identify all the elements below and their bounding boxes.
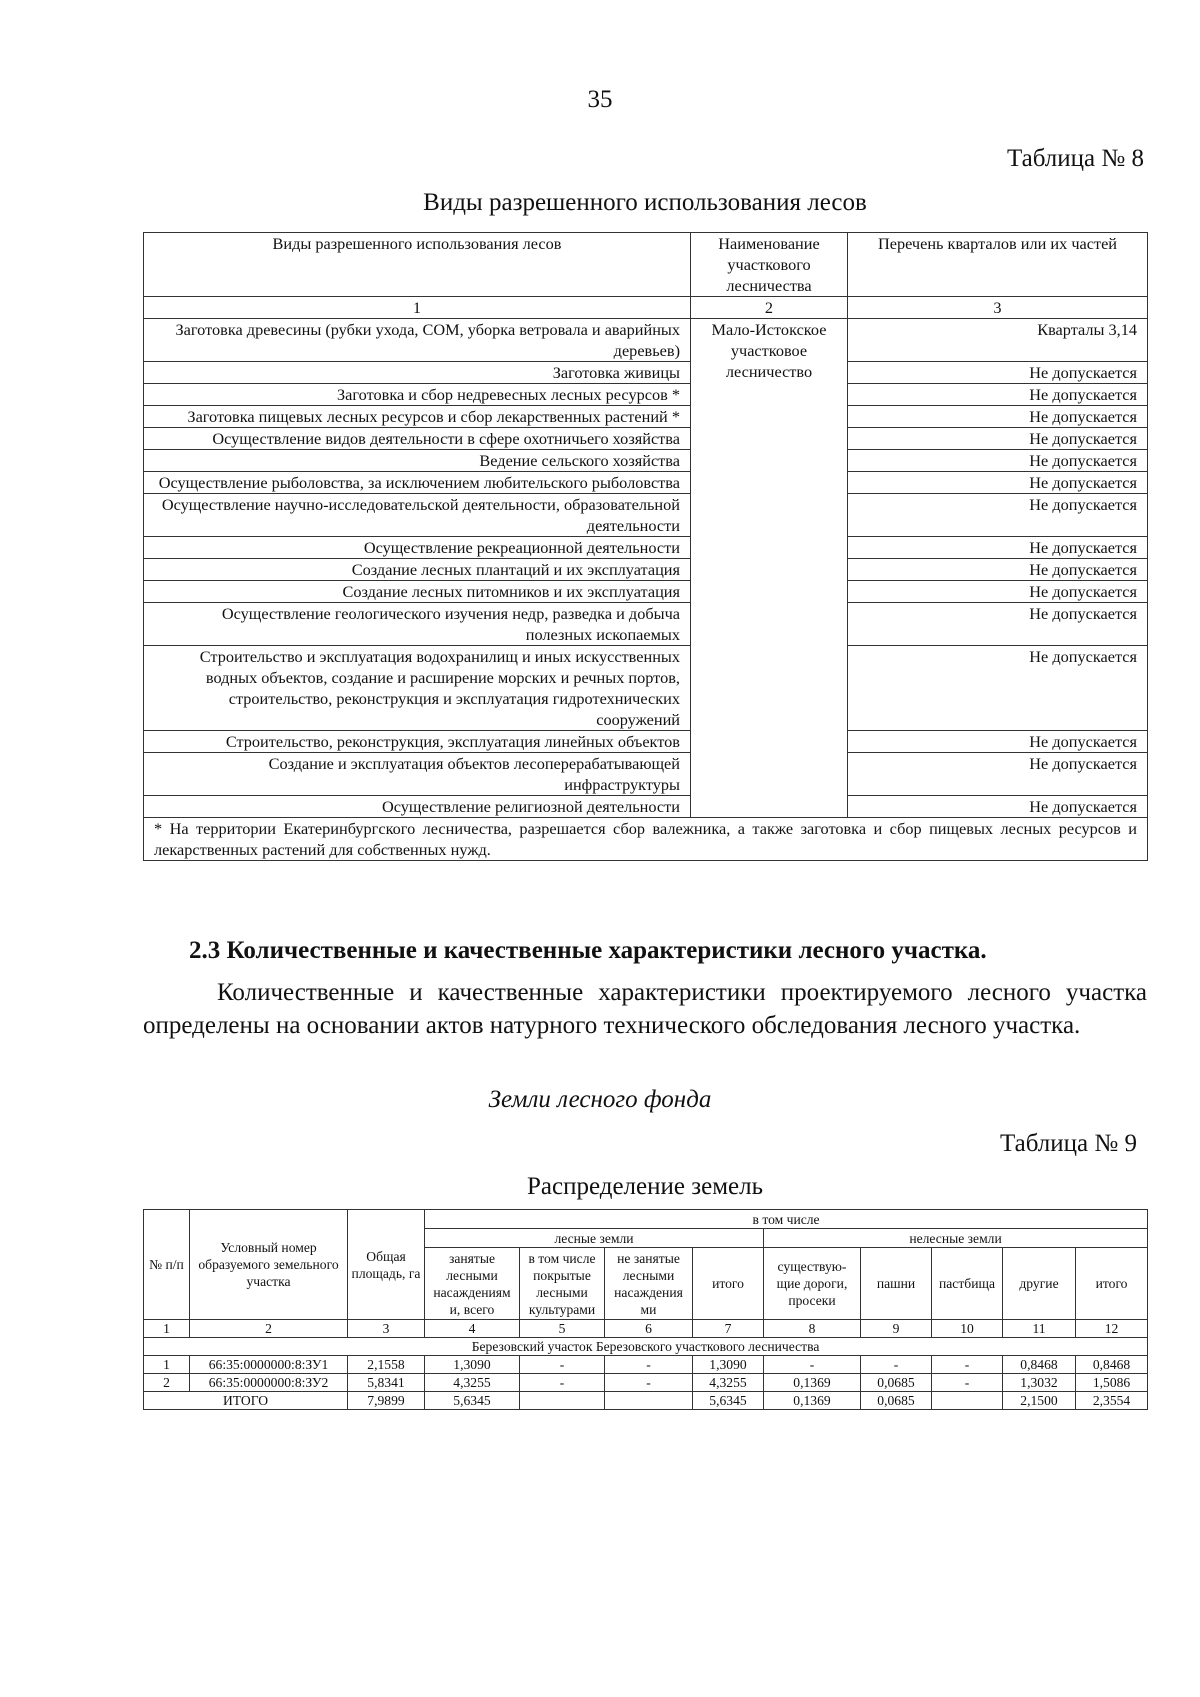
table-9-label: Таблица № 9 xyxy=(999,1130,1137,1157)
table-row xyxy=(144,796,1148,818)
table-8-title: Виды разрешенного использования лесов xyxy=(423,189,867,216)
use-type-cell: Осуществление геологического изучения недр, разведка и добыча полезных ископаемых xyxy=(144,603,691,646)
header-including: в том числе xyxy=(425,1210,1148,1229)
use-type-cell: Осуществление рыболовства, за исключением любительского рыболовства xyxy=(144,472,691,494)
table-row xyxy=(144,362,1148,384)
header-forest-lands: лесные земли xyxy=(425,1229,764,1248)
total-cell: 0,1369 xyxy=(764,1392,861,1410)
table-cell: 1,3090 xyxy=(693,1356,764,1374)
quarters-cell: Не допускается xyxy=(848,603,1148,646)
table-cell: 1,3032 xyxy=(1003,1374,1076,1392)
quarters-cell: Не допускается xyxy=(848,362,1148,384)
use-type-cell: Ведение сельского хозяйства xyxy=(144,450,691,472)
column-number: 3 xyxy=(848,297,1148,319)
table-cell: 1 xyxy=(144,1320,190,1338)
column-number: 1 xyxy=(144,297,691,319)
quarters-cell: Не допускается xyxy=(848,537,1148,559)
table-row xyxy=(144,472,1148,494)
quarters-cell: Не допускается xyxy=(848,384,1148,406)
table-cell: 1,3090 xyxy=(425,1356,520,1374)
table-row xyxy=(144,428,1148,450)
table-cell: 66:35:0000000:8:ЗУ1 xyxy=(190,1356,348,1374)
quarters-cell: Не допускается xyxy=(848,494,1148,537)
table-cell: 4,3255 xyxy=(693,1374,764,1392)
table-row xyxy=(144,319,1148,362)
header-use: Виды разрешенного использования лесов xyxy=(144,233,691,297)
use-type-cell: Создание лесных плантаций и их эксплуатация xyxy=(144,559,691,581)
table-8-label: Таблица № 8 xyxy=(1006,145,1144,172)
table-cell: 11 xyxy=(1003,1320,1076,1338)
land-distribution-table xyxy=(143,1209,1148,1410)
header-forestry: Наименование участкового лесничества xyxy=(691,233,848,297)
table-cell: 9 xyxy=(861,1320,932,1338)
total-cell: 2,3554 xyxy=(1076,1392,1148,1410)
page-number: 35 xyxy=(587,86,613,113)
table-cell: 5 xyxy=(520,1320,605,1338)
header-pasture: пастбища xyxy=(932,1248,1003,1320)
quarters-cell: Не допускается xyxy=(848,646,1148,731)
table-row xyxy=(144,384,1148,406)
table-header-row xyxy=(144,233,1148,297)
section-paragraph: Количественные и качественные характеристики проектируемого лесного участка определены на основании актов натурного технического обследования лесного участка. xyxy=(143,979,1147,1039)
table-row xyxy=(144,559,1148,581)
total-cell xyxy=(605,1392,693,1410)
quarters-cell: Не допускается xyxy=(848,428,1148,450)
table-row xyxy=(144,450,1148,472)
column-number-row xyxy=(144,1320,1148,1338)
quarters-cell: Не допускается xyxy=(848,559,1148,581)
allowed-use-table xyxy=(143,232,1148,861)
use-type-cell: Осуществление религиозной деятельности xyxy=(144,796,691,818)
total-cell: 7,9899 xyxy=(348,1392,425,1410)
use-type-cell: Заготовка древесины (рубки ухода, СОМ, уборка ветровала и аварийных деревьев) xyxy=(144,319,691,362)
table-row xyxy=(144,731,1148,753)
quarters-cell: Не допускается xyxy=(848,581,1148,603)
italic-subheading: Земли лесного фонда xyxy=(488,1086,712,1113)
quarters-cell: Не допускается xyxy=(848,731,1148,753)
use-type-cell: Осуществление видов деятельности в сфере охотничьего хозяйства xyxy=(144,428,691,450)
table-cell: 66:35:0000000:8:ЗУ2 xyxy=(190,1374,348,1392)
table-cell: - xyxy=(932,1374,1003,1392)
header-arable: пашни xyxy=(861,1248,932,1320)
quarters-cell: Не допускается xyxy=(848,406,1148,428)
header-quarters: Перечень кварталов или их частей xyxy=(848,233,1148,297)
quarters-cell: Не допускается xyxy=(848,450,1148,472)
header-roads: существую- щие дороги, просеки xyxy=(764,1248,861,1320)
table-cell: 0,8468 xyxy=(1003,1356,1076,1374)
header-nonforest-total: итого xyxy=(1076,1248,1148,1320)
use-type-cell: Создание и эксплуатация объектов лесоперерабатывающей инфраструктуры xyxy=(144,753,691,796)
table-cell: 2 xyxy=(144,1374,190,1392)
table-cell: 3 xyxy=(348,1320,425,1338)
total-cell: 5,6345 xyxy=(693,1392,764,1410)
header-nonforest-lands: нелесные земли xyxy=(764,1229,1148,1248)
table-cell: - xyxy=(520,1356,605,1374)
section-heading: 2.3 Количественные и качественные характеристики лесного участка. xyxy=(189,937,987,964)
group-title: Березовский участок Березовского участкового лесничества xyxy=(144,1338,1148,1356)
quarters-cell: Не допускается xyxy=(848,472,1148,494)
table-cell: 8 xyxy=(764,1320,861,1338)
table-9-title: Распределение земель xyxy=(527,1173,763,1200)
quarters-cell: Кварталы 3,14 xyxy=(848,319,1148,362)
table-cell: 0,1369 xyxy=(764,1374,861,1392)
total-cell: 5,6345 xyxy=(425,1392,520,1410)
table-row xyxy=(144,603,1148,646)
table-cell: 1,5086 xyxy=(1076,1374,1148,1392)
total-cell xyxy=(520,1392,605,1410)
table-note: * На территории Екатеринбургского лесничества, разрешается сбор валежника, а также заготовка и сбор пищевых лесных ресурсов и лекарственных растений для собственных нужд. xyxy=(144,818,1148,861)
use-type-cell: Заготовка живицы xyxy=(144,362,691,384)
table-cell: - xyxy=(605,1356,693,1374)
total-cell: 0,0685 xyxy=(861,1392,932,1410)
table-cell: - xyxy=(764,1356,861,1374)
table-cell: 2,1558 xyxy=(348,1356,425,1374)
header-num: № п/п xyxy=(144,1210,190,1320)
header-other: другие xyxy=(1003,1248,1076,1320)
use-type-cell: Осуществление научно-исследовательской деятельности, образовательной деятельности xyxy=(144,494,691,537)
table-cell: 1 xyxy=(144,1356,190,1374)
table-cell: 10 xyxy=(932,1320,1003,1338)
use-type-cell: Создание лесных питомников и их эксплуатация xyxy=(144,581,691,603)
quarters-cell: Не допускается xyxy=(848,753,1148,796)
use-type-cell: Осуществление рекреационной деятельности xyxy=(144,537,691,559)
table-cell: 0,8468 xyxy=(1076,1356,1148,1374)
table-row xyxy=(144,1356,1148,1374)
header-cadastral: Условный номер образуемого земельного участка xyxy=(190,1210,348,1320)
table-cell: 5,8341 xyxy=(348,1374,425,1392)
group-row xyxy=(144,1338,1148,1356)
forestry-name-cell: Мало-Истокское участковое лесничество xyxy=(691,319,848,818)
table-cell: 12 xyxy=(1076,1320,1148,1338)
table-cell: 4,3255 xyxy=(425,1374,520,1392)
use-type-cell: Заготовка пищевых лесных ресурсов и сбор лекарственных растений * xyxy=(144,406,691,428)
header-occupied: занятые лесными насаждениям и, всего xyxy=(425,1248,520,1320)
table-note-row xyxy=(144,818,1148,861)
header-forest-total: итого xyxy=(693,1248,764,1320)
total-cell: 2,1500 xyxy=(1003,1392,1076,1410)
column-number: 2 xyxy=(691,297,848,319)
total-cell xyxy=(932,1392,1003,1410)
table-cell: - xyxy=(861,1356,932,1374)
table-cell: 6 xyxy=(605,1320,693,1338)
use-type-cell: Заготовка и сбор недревесных лесных ресурсов * xyxy=(144,384,691,406)
use-type-cell: Строительство, реконструкция, эксплуатация линейных объектов xyxy=(144,731,691,753)
total-row xyxy=(144,1392,1148,1410)
table-cell: 7 xyxy=(693,1320,764,1338)
table-cell: 4 xyxy=(425,1320,520,1338)
table-cell: - xyxy=(605,1374,693,1392)
use-type-cell: Строительство и эксплуатация водохранилищ и иных искусственных водных объектов, создание и расширение морских и речных портов, строительство, реконструкция и эксплуатация гидротехнических сооружений xyxy=(144,646,691,731)
table-row xyxy=(144,753,1148,796)
table-row xyxy=(144,581,1148,603)
table-cell: - xyxy=(932,1356,1003,1374)
header-unoccupied: не занятые лесными насаждения ми xyxy=(605,1248,693,1320)
header-area: Общая площадь, га xyxy=(348,1210,425,1320)
total-label: ИТОГО xyxy=(144,1392,348,1410)
table-row xyxy=(144,537,1148,559)
table-row xyxy=(144,1374,1148,1392)
table-row xyxy=(144,494,1148,537)
table-cell: - xyxy=(520,1374,605,1392)
table-row xyxy=(144,646,1148,731)
table-row xyxy=(144,406,1148,428)
quarters-cell: Не допускается xyxy=(848,796,1148,818)
table-cell: 0,0685 xyxy=(861,1374,932,1392)
header-covered: в том числе покрытые лесными культурами xyxy=(520,1248,605,1320)
table-cell: 2 xyxy=(190,1320,348,1338)
column-number-row xyxy=(144,297,1148,319)
